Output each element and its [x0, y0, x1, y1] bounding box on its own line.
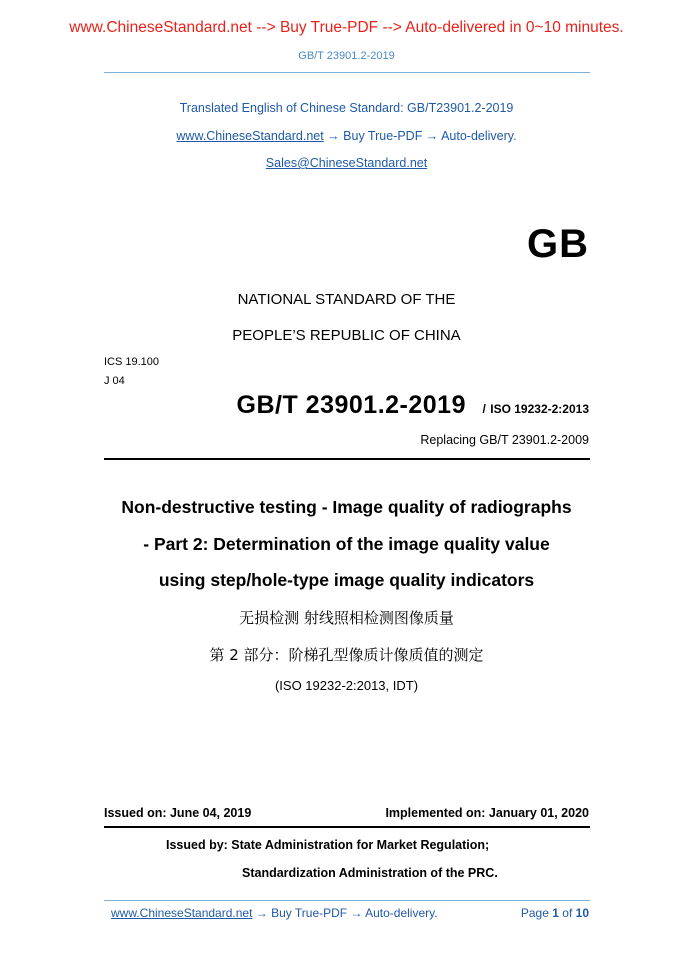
site-link[interactable]: www.ChineseStandard.net	[176, 129, 324, 143]
page-current: 1	[552, 906, 559, 920]
buy-link[interactable]	[0, 129, 693, 143]
implemented-date: Implemented on: January 01, 2020	[385, 806, 589, 820]
issuer-line2: Standardization Administration of the PRC.	[242, 866, 498, 880]
page-label: Page	[520, 906, 549, 920]
gb-mark: GB	[527, 222, 589, 266]
header-rule	[104, 72, 590, 73]
replacing-note: Replacing GB/T 23901.2-2009	[420, 433, 589, 447]
national-standard-line2: PEOPLE’S REPUBLIC OF CHINA	[232, 327, 461, 344]
dates-rule	[104, 826, 590, 828]
page-total: 10	[575, 906, 589, 920]
banner-text[interactable]: www.ChineseStandard.net --> Buy True-PDF --> Auto-delivered in 0~10 minutes.	[69, 19, 624, 36]
footer-rule	[104, 900, 590, 901]
standard-separator: /	[482, 402, 486, 416]
title-line1: Non-destructive testing - Image quality of radiographs	[121, 497, 572, 517]
national-standard-line1: NATIONAL STANDARD OF THE	[237, 291, 456, 308]
issued-date: Issued on: June 04, 2019	[104, 806, 252, 820]
translation-note: Translated English of Chinese Standard: GB/T23901.2-2019	[179, 101, 514, 115]
footer-site-link[interactable]: www.ChineseStandard.net	[111, 906, 253, 920]
title-line3: using step/hole-type image quality indicators	[158, 570, 535, 590]
sales-email-link[interactable]: Sales@ChineseStandard.net	[265, 156, 428, 170]
issuer-line1: Issued by: State Administration for Market Regulation;	[166, 838, 490, 852]
footer-buy-text: → Buy True-PDF → Auto-delivery.	[252, 906, 438, 920]
page-indicator	[521, 906, 589, 920]
chinese-title-line1: 无损检测 射线照相检测图像质量	[239, 609, 454, 627]
ccs-code: J 04	[104, 375, 125, 387]
iso-reference: (ISO 19232-2:2013, IDT)	[274, 678, 419, 693]
standard-number: GB/T 23901.2-2019	[236, 391, 466, 419]
chinese-title-line2: 第 2 部分：阶梯孔型像质计像质值的测定	[209, 646, 484, 664]
iso-number: ISO 19232-2:2013	[490, 402, 589, 416]
title-rule	[104, 458, 590, 460]
header-doc-id: GB/T 23901.2-2019	[298, 50, 395, 62]
standard-number-line	[237, 391, 589, 420]
footer-link-line[interactable]	[111, 906, 438, 920]
buy-suffix: → Buy True-PDF → Auto-delivery.	[323, 129, 517, 143]
title-line2: - Part 2: Determination of the image quality value	[143, 534, 550, 554]
ics-code: ICS 19.100	[104, 356, 160, 368]
page-of: of	[562, 906, 573, 920]
